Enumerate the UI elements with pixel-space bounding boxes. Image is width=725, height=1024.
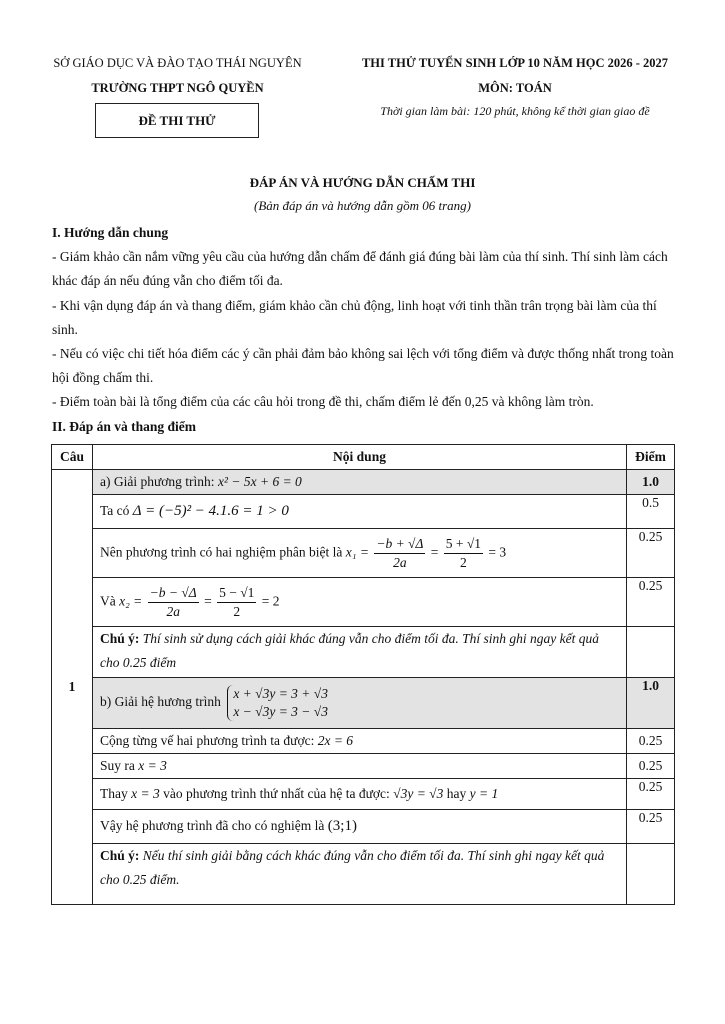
note-text: Thí sinh sử dụng cách giải khác đúng vẫn cho điểm tối đa. Thí sinh ghi ngay kết quả cho 0.25 điểm <box>100 631 599 670</box>
table-row <box>52 470 675 495</box>
delta-equation: Δ = (−5)² − 4.1.6 = 1 > 0 <box>132 503 289 519</box>
note-text: Nếu thí sinh giải bằng cách khác đúng vẫn cho điểm tối đa. Thí sinh ghi ngay kết quả cho 0.25 điểm. <box>100 848 605 887</box>
guideline-item: - Nếu có việc chi tiết hóa điểm các ý cần phải đảm bảo không sai lệch với tổng điểm và được thống nhất trong toàn hội đồng chấm thi. <box>52 346 674 386</box>
table-row <box>52 779 675 810</box>
cell-score: 0.5 <box>627 495 675 529</box>
delta-text: Ta có <box>100 503 130 518</box>
subject: MÔN: TOÁN <box>478 81 552 95</box>
add-equation: 2x = 6 <box>317 733 354 748</box>
x1-fraction-1: $\frac{-b + √\Delta}{2a}$ <box>376 535 424 570</box>
cell-content <box>93 754 627 779</box>
cell-content <box>93 810 627 844</box>
table-row <box>52 810 675 844</box>
table-row <box>52 495 675 529</box>
x2-lhs: x₂ = <box>119 593 143 609</box>
department-name: SỞ GIÁO DỤC VÀ ĐÀO TẠO THÁI NGUYÊN <box>53 56 302 70</box>
exam-type-box: ĐỀ THI THỬ <box>95 103 259 138</box>
question-number: 1 <box>52 470 93 905</box>
x1-lhs: x₁ = <box>345 544 369 560</box>
cell-score <box>627 844 675 905</box>
cell-score: 0.25 <box>627 529 675 578</box>
cell-score: 0.25 <box>627 779 675 810</box>
cell-score: 0.25 <box>627 729 675 754</box>
section-heading-answers: II. Đáp án và thang điểm <box>52 418 197 434</box>
cell-content <box>93 729 627 754</box>
cell-score: 1.0 <box>627 678 675 729</box>
section-heading-general: I. Hướng dẫn chung <box>52 225 169 240</box>
header-left <box>40 56 315 96</box>
add-text: Cộng từng vế hai phương trình ta được: <box>100 733 315 748</box>
cell-score: 1.0 <box>627 470 675 495</box>
sub-eq-1: x = 3 <box>131 786 160 801</box>
school-name: TRƯỜNG THPT NGÔ QUYỀN <box>91 81 264 95</box>
cell-note <box>93 844 627 905</box>
part-a-title: a) Giải phương trình: <box>100 474 215 489</box>
x-text: Suy ra <box>100 758 135 773</box>
x2-result: = 2 <box>261 593 280 609</box>
cell-content: Và x₂ = $\frac{-b - √\Delta}{2a}$ = $\frac{5 - √1}{2}$ = 2 <box>93 578 627 627</box>
table-row <box>52 844 675 905</box>
table-row <box>52 529 675 578</box>
solution-text: Vậy hệ phương trình đã cho có nghiệm là <box>100 818 325 833</box>
table-row <box>52 754 675 779</box>
x2-fraction-1: $\frac{-b - √\Delta}{2a}$ <box>149 584 197 619</box>
document-title: ĐÁP ÁN VÀ HƯỚNG DẪN CHẤM THI <box>249 175 476 190</box>
equation-system <box>227 685 328 721</box>
x1-text: Nên phương trình có hai nghiệm phân biệt là <box>100 544 343 560</box>
duration: Thời gian làm bài: 120 phút, không kể thời gian giao đề <box>380 104 650 118</box>
cell-content <box>93 495 627 529</box>
guideline-item: - Điểm toàn bài là tổng điểm của các câu hỏi trong đề thi, chấm điểm lẻ đến 0,25 và không làm tròn. <box>52 394 594 410</box>
sub-eq-3: y = 1 <box>469 786 499 801</box>
answer-table <box>51 444 675 905</box>
exam-title: THI THỬ TUYỂN SINH LỚP 10 NĂM HỌC 2026 - 2027 <box>361 56 669 70</box>
cell-note <box>93 627 627 678</box>
col-header-question: Câu <box>52 445 93 470</box>
x2-text: Và <box>100 593 116 609</box>
x-equation: x = 3 <box>138 758 167 773</box>
general-guidelines <box>52 221 674 439</box>
note-label: Chú ý: <box>100 631 140 646</box>
solution-value: (3;1) <box>327 818 357 834</box>
x1-result: = 3 <box>488 544 507 560</box>
cell-content <box>93 470 627 495</box>
x1-fraction-2: $\frac{5 + √1}{2}$ <box>445 535 482 570</box>
col-header-content: Nội dung <box>93 445 627 470</box>
cell-score: 0.25 <box>627 578 675 627</box>
note-label: Chú ý: <box>100 848 140 863</box>
system-eq-1: x + √3y = 3 + √3 <box>233 686 328 701</box>
col-header-score: Điểm <box>627 445 675 470</box>
table-header-row <box>52 445 675 470</box>
sub-eq-2: √3y = √3 <box>393 786 444 801</box>
cell-content: Nên phương trình có hai nghiệm phân biệt là x₁ = $\frac{-b + √\Delta}{2a}$ = $\frac{5 + √1}{2}$ = 3 <box>93 529 627 578</box>
guideline-item: - Giám khảo cần nắm vững yêu cầu của hướng dẫn chấm để đánh giá đúng bài làm của thí sinh. Thí sinh làm cách khác đáp án nếu đúng vẫn cho điểm tối đa. <box>52 249 668 289</box>
table-row <box>52 578 675 627</box>
table-row <box>52 729 675 754</box>
document-subtitle: (Bản đáp án và hướng dẫn gồm 06 trang) <box>254 198 471 213</box>
part-b-title: b) Giải hệ hương trình <box>100 694 221 710</box>
cell-score: 0.25 <box>627 754 675 779</box>
x2-fraction-2: $\frac{5 - √1}{2}$ <box>219 584 255 619</box>
cell-score <box>627 627 675 678</box>
cell-content <box>93 678 627 729</box>
guideline-item: - Khi vận dụng đáp án và thang điểm, giám khảo cần chủ động, linh hoạt với tinh thần trân trọng bài làm của thí sinh. <box>52 297 657 337</box>
system-eq-2: x − √3y = 3 − √3 <box>233 704 328 719</box>
header-right <box>330 56 700 119</box>
cell-content: Thay x = 3 vào phương trình thứ nhất của hệ ta được: √3y = √3 hay y = 1 <box>93 779 627 810</box>
table-row <box>52 678 675 729</box>
part-a-equation: x² − 5x + 6 = 0 <box>217 474 302 489</box>
table-row <box>52 627 675 678</box>
cell-score: 0.25 <box>627 810 675 844</box>
